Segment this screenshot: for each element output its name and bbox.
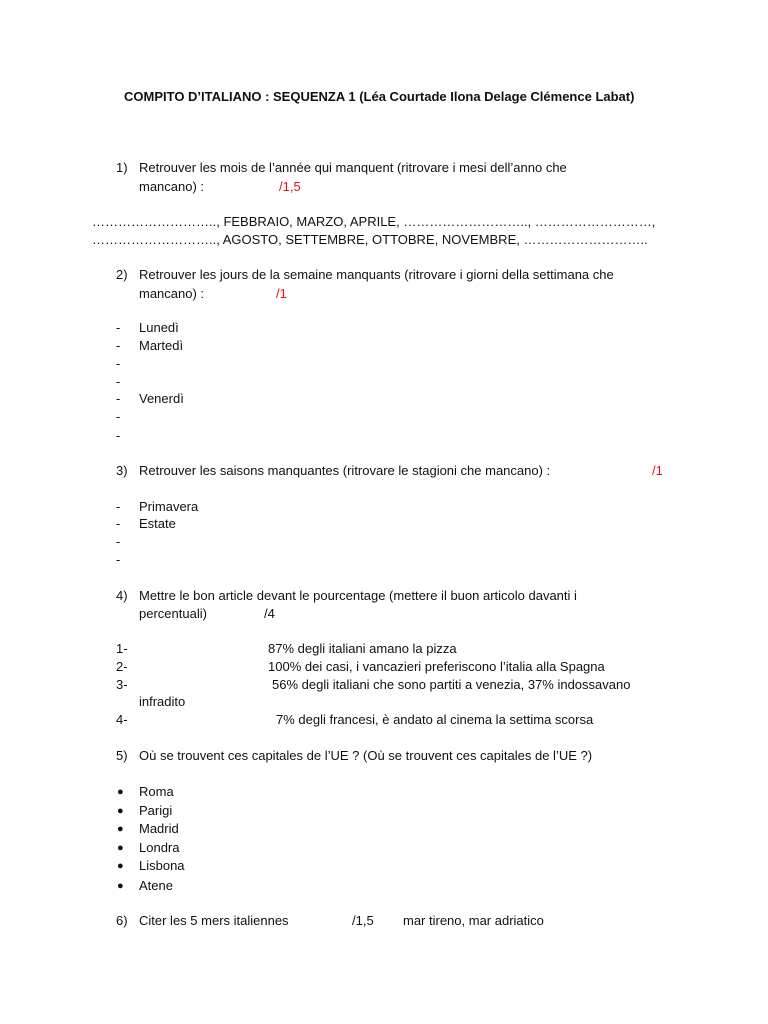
q4-item-4-text: 7% degli francesi, è andato al cinema la settima scorsa — [276, 712, 594, 727]
q6-answer: mar tireno, mar adriatico — [403, 913, 544, 928]
q3-number: 3) — [116, 463, 128, 478]
q5-capital-5: Lisbona — [139, 858, 185, 873]
bullet-icon: ● — [117, 823, 124, 835]
q3-dash: - — [116, 552, 121, 567]
q2-dash: - — [116, 391, 121, 406]
q1-months-line1: ……………………….., FEBBRAIO, MARZO, APRILE, ……………………….., ………………………, — [92, 214, 656, 229]
q4-item-3-continuation: infradito — [139, 694, 186, 709]
q2-day-2: Martedì — [139, 338, 184, 353]
q2-dash: - — [116, 356, 121, 371]
q6-number: 6) — [116, 913, 128, 928]
q2-score: /1 — [276, 286, 287, 301]
q2-dash: - — [116, 374, 121, 389]
q4-item-3-text: 56% degli italiani che sono partiti a venezia, 37% indossavano — [272, 677, 631, 692]
q4-item-1-number: 1- — [116, 641, 128, 656]
q5-prompt-line1: Où se trouvent ces capitales de l’UE ? (Où se trouvent ces capitales de l’UE ?) — [139, 748, 593, 763]
q4-item-3-number: 3- — [116, 677, 128, 692]
q3-dash: - — [116, 499, 121, 514]
q2-dash: - — [116, 428, 121, 443]
q4-item-2-number: 2- — [116, 659, 128, 674]
q2-day-5: Venerdì — [139, 391, 184, 406]
q4-prompt-line1: Mettre le bon article devant le pourcentage (mettere il buon articolo davanti i — [139, 588, 577, 603]
q2-prompt-line2: mancano) : — [139, 286, 205, 301]
q2-dash: - — [116, 338, 121, 353]
q5-capital-2: Parigi — [139, 803, 173, 818]
q2-dash: - — [116, 409, 121, 424]
document-title: COMPITO D’ITALIANO : SEQUENZA 1 (Léa Courtade Ilona Delage Clémence Labat) — [124, 89, 635, 104]
q2-day-1: Lunedì — [139, 320, 179, 335]
bullet-icon: ● — [117, 880, 124, 892]
q3-season-2: Estate — [139, 516, 176, 531]
q2-prompt-line1: Retrouver les jours de la semaine manquants (ritrovare i giorni della settimana che — [139, 267, 614, 282]
q5-capital-3: Madrid — [139, 821, 179, 836]
bullet-icon: ● — [117, 786, 124, 798]
q5-capital-6: Atene — [139, 878, 173, 893]
q6-prompt-line1: Citer les 5 mers italiennes — [139, 913, 289, 928]
q4-number: 4) — [116, 588, 128, 603]
bullet-icon: ● — [117, 842, 124, 854]
q6-score: /1,5 — [352, 913, 374, 928]
q1-score: /1,5 — [279, 179, 301, 194]
q1-months-line2: ……………………….., AGOSTO, SETTEMBRE, OTTOBRE, NOVEMBRE, ……………………….. — [92, 232, 648, 247]
q1-prompt-line2: mancano) : — [139, 179, 205, 194]
q1-number: 1) — [116, 160, 128, 175]
q4-item-2-text: 100% dei casi, i vancazieri preferiscono l’italia alla Spagna — [268, 659, 605, 674]
q3-season-1: Primavera — [139, 499, 199, 514]
q4-item-1-text: 87% degli italiani amano la pizza — [268, 641, 457, 656]
q5-capital-4: Londra — [139, 840, 180, 855]
q3-dash: - — [116, 516, 121, 531]
q2-number: 2) — [116, 267, 128, 282]
q3-score: /1 — [652, 463, 663, 478]
q4-item-4-number: 4- — [116, 712, 128, 727]
q3-prompt-line1: Retrouver les saisons manquantes (ritrovare le stagioni che mancano) : — [139, 463, 551, 478]
bullet-icon: ● — [117, 860, 124, 872]
q5-number: 5) — [116, 748, 128, 763]
q4-score: /4 — [264, 606, 275, 621]
q5-capital-1: Roma — [139, 784, 174, 799]
q2-dash: - — [116, 320, 121, 335]
q3-dash: - — [116, 534, 121, 549]
q1-prompt-line1: Retrouver les mois de l’année qui manquent (ritrovare i mesi dell’anno che — [139, 160, 567, 175]
bullet-icon: ● — [117, 805, 124, 817]
q4-prompt-line2: percentuali) — [139, 606, 207, 621]
